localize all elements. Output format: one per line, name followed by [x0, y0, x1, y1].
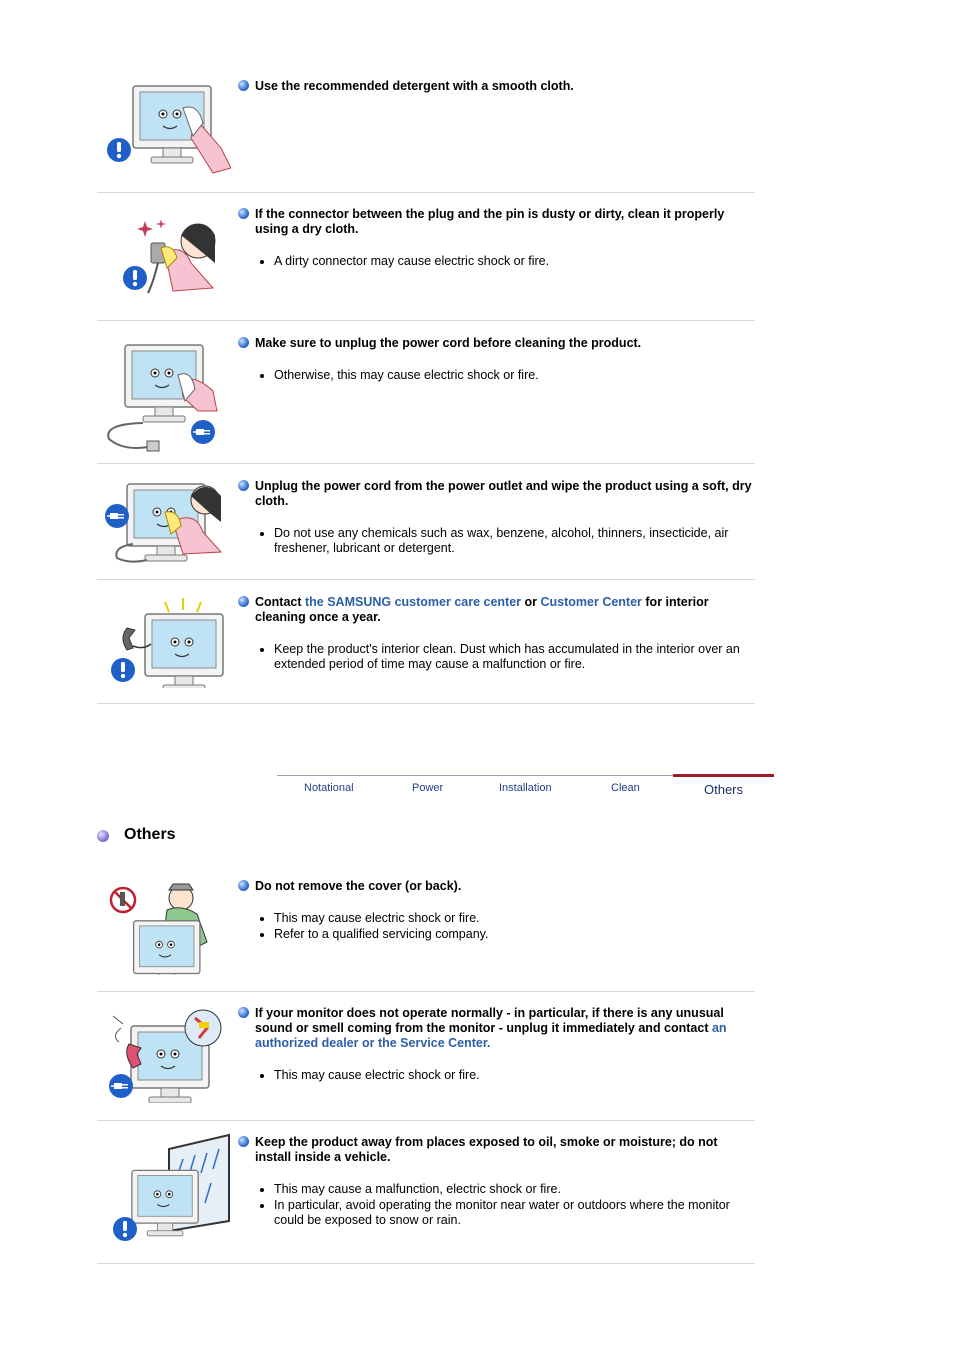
authorized-dealer-link[interactable]: an authorized dealer or the Service Center. — [255, 1021, 727, 1050]
section-bullet-icon — [97, 830, 109, 842]
blue-bullet-icon — [238, 480, 249, 491]
list-item: • Do not use any chemicals such as wax, benzene, alcohol, thinners, insecticide, air freshener, lubricant or detergent. — [274, 526, 755, 556]
list-item: • This may cause electric shock or fire. — [274, 1068, 755, 1083]
section-tabs — [277, 775, 774, 800]
blue-bullet-icon — [238, 880, 249, 891]
illustration-unplug-before-cleaning — [103, 339, 231, 459]
tab-clean[interactable]: Clean — [611, 782, 640, 794]
list-item: • This may cause a malfunction, electric shock or fire. — [274, 1182, 755, 1197]
item-heading-mid: or — [521, 595, 541, 609]
others-item — [97, 992, 755, 1121]
item-heading: Use the recommended detergent with a smooth cloth. — [255, 79, 574, 93]
clean-item — [97, 321, 755, 464]
illustration-unplug-and-wipe — [103, 482, 231, 572]
clean-item — [97, 70, 755, 193]
samsung-care-center-link[interactable]: the SAMSUNG customer care center — [305, 595, 522, 609]
list-item: • In particular, avoid operating the monitor near water or outdoors where the monitor could be exposed to snow or rain. — [274, 1198, 755, 1228]
list-item: • A dirty connector may cause electric shock or fire. — [274, 254, 755, 269]
clean-item — [97, 580, 755, 704]
illustration-cleaning-plug — [103, 213, 231, 303]
item-heading-post: for interior cleaning once a year. — [255, 595, 709, 624]
list-item: • This may cause electric shock or fire. — [274, 911, 755, 926]
blue-bullet-icon — [238, 208, 249, 219]
blue-bullet-icon — [238, 1007, 249, 1018]
blue-bullet-icon — [238, 596, 249, 607]
clean-item — [97, 193, 755, 321]
blue-bullet-icon — [238, 1136, 249, 1147]
section-title-text: Others — [124, 826, 176, 843]
list-item: • Keep the product's interior clean. Dust which has accumulated in the interior over an extended period of time may cause a malfunction or fire. — [274, 642, 755, 672]
blue-bullet-icon — [238, 337, 249, 348]
section-title — [97, 826, 176, 844]
item-heading: Unplug the power cord from the power outlet and wipe the product using a soft, dry cloth. — [255, 479, 752, 508]
item-heading: Do not remove the cover (or back). — [255, 879, 462, 893]
illustration-keep-away-moisture — [103, 1133, 231, 1253]
illustration-contact-service — [103, 598, 231, 693]
tab-notational[interactable]: Notational — [304, 782, 354, 794]
active-tab-indicator — [673, 774, 774, 777]
clean-item — [97, 464, 755, 580]
tab-installation[interactable]: Installation — [499, 782, 552, 794]
illustration-do-not-remove-cover — [103, 880, 231, 980]
illustration-monitor-cleaning — [103, 78, 231, 183]
others-item — [97, 866, 755, 992]
tab-others[interactable]: Others — [704, 782, 744, 797]
item-heading-pre: If your monitor does not operate normally - in particular, if there is any unusual sound or smell coming from the monitor - unplug it immediately and contact — [255, 1006, 724, 1035]
item-heading: Keep the product away from places exposed to oil, smoke or moisture; do not install inside a vehicle. — [255, 1135, 718, 1164]
list-item: • Otherwise, this may cause electric shock or fire. — [274, 368, 755, 383]
item-heading: If the connector between the plug and the pin is dusty or dirty, clean it properly using a dry cloth. — [255, 207, 725, 236]
list-item: • Refer to a qualified servicing company. — [274, 927, 755, 942]
illustration-abnormal-monitor — [103, 1008, 231, 1108]
others-item — [97, 1121, 755, 1264]
item-heading: Make sure to unplug the power cord before cleaning the product. — [255, 336, 642, 350]
item-heading-pre: Contact — [255, 595, 305, 609]
customer-center-link[interactable]: Customer Center — [540, 595, 642, 609]
blue-bullet-icon — [238, 80, 249, 91]
tab-power[interactable]: Power — [412, 782, 444, 794]
